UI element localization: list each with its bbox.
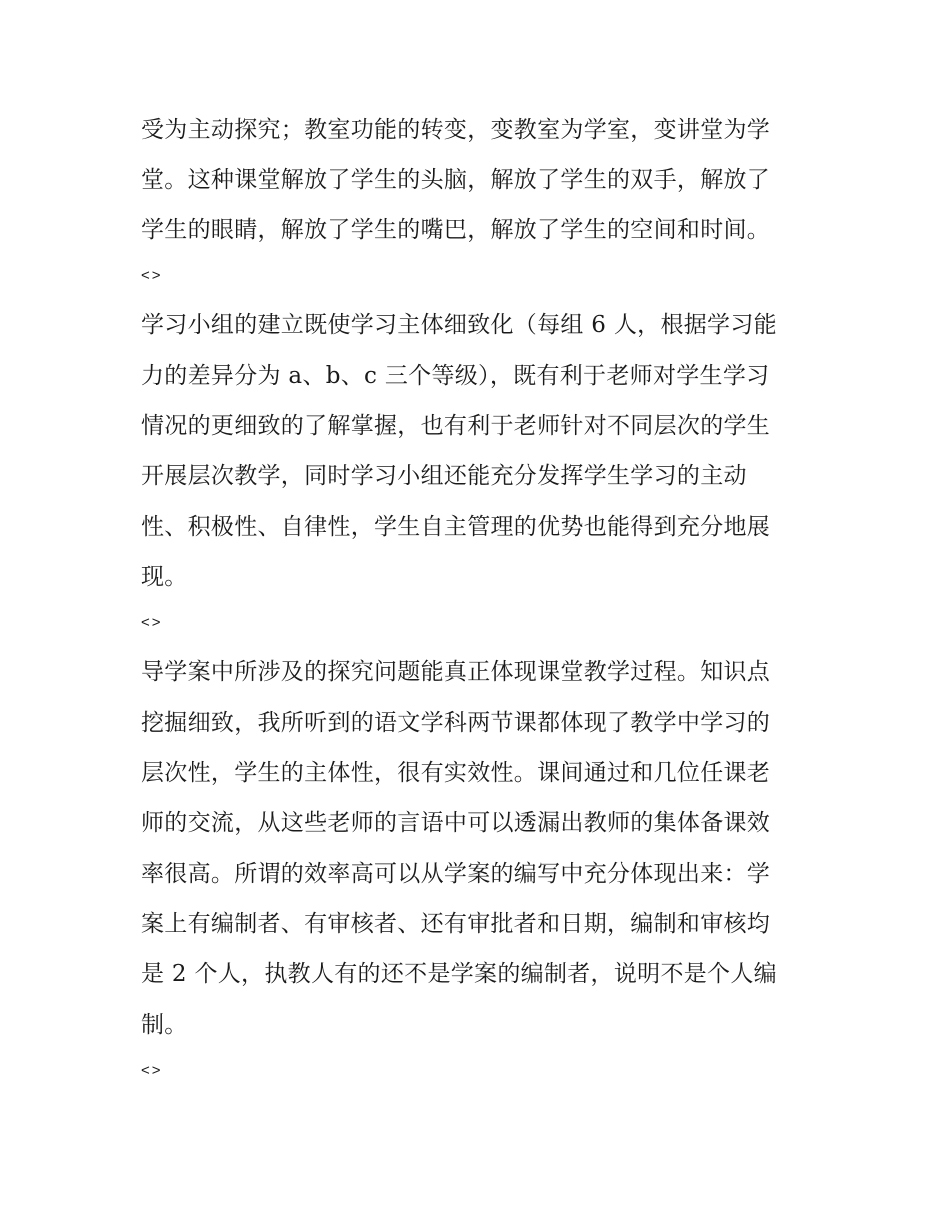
paragraph-2-line-1: 学习小组的建立既使学习主体细致化（每组 6 人，根据学习能: [141, 312, 777, 338]
paragraph-3-line-2: 挖掘细致，我所听到的语文学科两节课都体现了教学中学习的: [141, 710, 771, 736]
paragraph-2-line-3: 情况的更细致的了解掌握，也有利于老师针对不同层次的学生: [141, 413, 771, 439]
section-marker-2: <>: [141, 614, 163, 631]
paragraph-2-line-2: 力的差异分为 a、b、c 三个等级），既有利于老师对学生学习: [141, 363, 770, 389]
paragraph-3-line-1: 导学案中所涉及的探究问题能真正体现课堂教学过程。知识点: [141, 659, 771, 685]
paragraph-2-line-6: 现。: [141, 564, 188, 590]
paragraph-1-line-3: 学生的眼睛，解放了学生的嘴巴，解放了学生的空间和时间。: [141, 217, 771, 243]
paragraph-3-line-5: 率很高。所谓的效率高可以从学案的编写中充分体现出来：学: [141, 861, 771, 887]
paragraph-3-line-4: 师的交流，从这些老师的言语中可以透漏出教师的集体备课效: [141, 810, 771, 836]
paragraph-1-line-1: 受为主动探究；教室功能的转变，变教室为学室，变讲堂为学: [141, 117, 771, 143]
paragraph-1-line-2: 堂。这种课堂解放了学生的头脑，解放了学生的双手，解放了: [141, 167, 771, 193]
paragraph-3-line-6: 案上有编制者、有审核者、还有审批者和日期，编制和审核均: [141, 911, 771, 937]
paragraph-3-line-3: 层次性，学生的主体性，很有实效性。课间通过和几位任课老: [141, 760, 771, 786]
section-marker-3: <>: [141, 1062, 163, 1079]
paragraph-3-line-8: 制。: [141, 1012, 188, 1038]
section-marker-1: <>: [141, 267, 163, 284]
paragraph-3-line-7: 是 2 个人，执教人有的还不是学案的编制者，说明不是个人编: [141, 961, 777, 987]
paragraph-2-line-5: 性、积极性、自律性，学生自主管理的优势也能得到充分地展: [141, 514, 771, 540]
paragraph-2-line-4: 开展层次教学，同时学习小组还能充分发挥学生学习的主动: [141, 463, 747, 489]
